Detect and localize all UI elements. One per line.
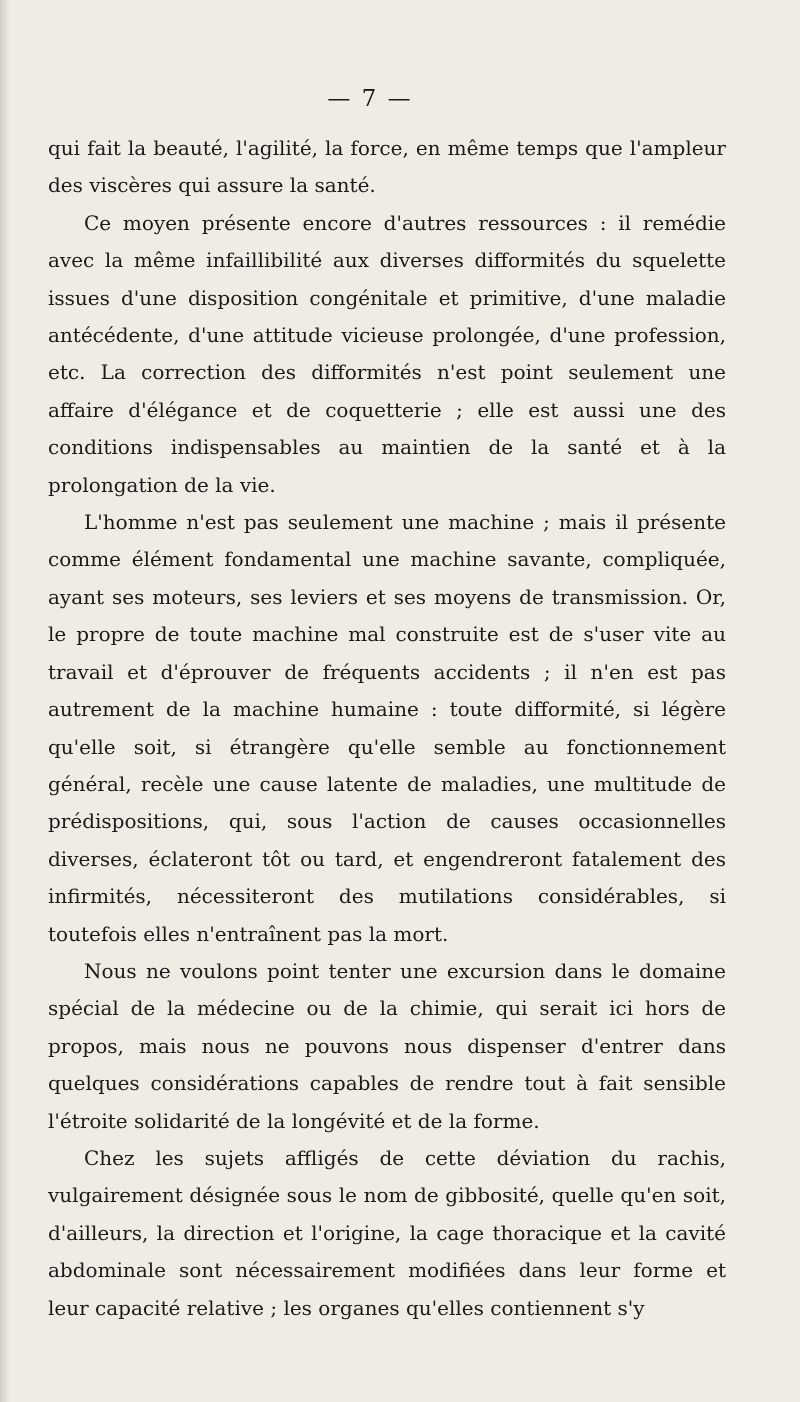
paragraph-3: L'homme n'est pas seulement une machine ; mais il présente comme élément fondamental une machine savante, compliquée, ayant ses moteurs, ses leviers et ses moyens de transmission. Or, le propre de toute machine mal construite est de s'user vite au travail et d'éprouver de fréquents accidents ; il n'en est pas autrement de la machine humaine : toute difformité, si légère qu'elle soit, si étrangère qu'elle semble au fonctionnement général, recèle une cause latente de maladies, une multitude de prédispositions, qui, sous l'action de causes occasionnelles diverses, éclateront tôt ou tard, et engendreront fatalement des infirmités, nécessiteront des mutilations considérables, si toutefois elles n'entraînent pas la mort.: [48, 510, 726, 946]
text-body: [48, 130, 726, 1327]
paragraph-2: Ce moyen présente encore d'autres ressources : il remédie avec la même infaillibilité aux diverses difformités du squelette issues d'une disposition congénitale et primitive, d'une maladie antécédente, d'une attitude vicieuse prolongée, d'une profession, etc. La correction des difformités n'est point seulement une affaire d'élégance et de coquetterie ; elle est aussi une des conditions indispensables au maintien de la santé et à la prolongation de la vie.: [48, 210, 726, 497]
paragraph-4: Nous ne voulons point tenter une excursion dans le domaine spécial de la médecine ou de la chimie, qui serait ici hors de propos, mais nous ne pouvons nous dispenser d'entrer dans quelques considérations capables de rendre tout à fait sensible l'étroite solidarité de la longévité et de la forme.: [48, 958, 726, 1133]
page-edge-shadow: [0, 0, 10, 1402]
paragraph-5: Chez les sujets affligés de cette déviation du rachis, vulgairement désignée sous le nom de gibbosité, quelle qu'en soit, d'ailleurs, la direction et l'origine, la cage thoracique et la cavité abdominale sont nécessairement modifiées dans leur forme et leur capacité relative ; les organes qu'elles contiennent s'y: [48, 1145, 726, 1320]
paragraph-1: qui fait la beauté, l'agilité, la force, en même temps que l'ampleur des viscères qui assure la santé.: [48, 136, 726, 198]
page-number: — 7 —: [327, 86, 413, 112]
